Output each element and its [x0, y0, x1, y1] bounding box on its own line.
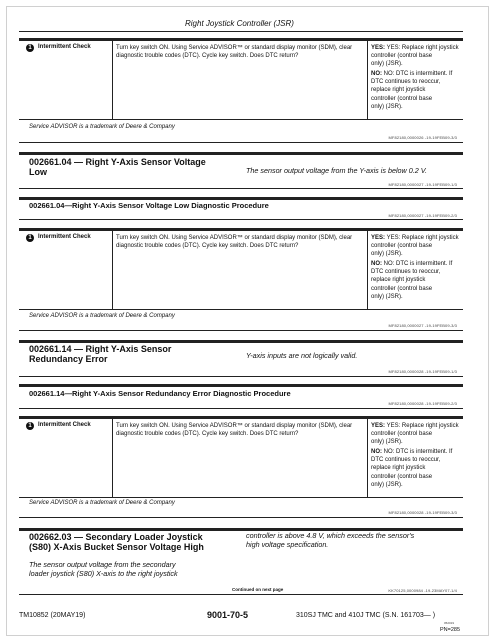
table-divider [367, 41, 368, 119]
section-end-rule [19, 219, 463, 220]
result-line: DTC continues to reoccur, [371, 269, 441, 276]
check-procedure: Turn key switch ON. Using Service ADVISOR™ or standard display monitor (SDM), clear diagnostic trouble codes (DTC). Cycle key switch. Does DTC return? [116, 235, 353, 249]
procedure-title: 002661.04—Right Y-Axis Sensor Voltage Low Diagnostic Procedure [29, 201, 269, 210]
dtc-description: Y-axis inputs are not logically valid. [246, 351, 358, 360]
dtc-description-continued [29, 561, 178, 578]
result-line: YES: YES: Replace right joystick [371, 45, 459, 51]
result-line: controller (control base [371, 431, 433, 438]
footer-page-number: 9001-70-5 [207, 610, 249, 620]
continued-note: Continued on next page [232, 587, 284, 592]
reference-code: MF82180,0000027 -19-19FEB09-3/3 [388, 323, 457, 328]
result-line: only) (JSR). [371, 481, 403, 488]
dtc-title-line: 002662.03 — Secondary Loader Joystick [29, 532, 203, 542]
trademark-note: Service ADVISOR is a trademark of Deere & Company [29, 124, 175, 130]
trademark-note: Service ADVISOR is a trademark of Deere & Company [29, 500, 175, 506]
section-end-rule [19, 188, 463, 189]
result-line: controller (control base [371, 53, 433, 60]
step-number-badge: 1 [26, 234, 34, 242]
section-end-rule [19, 142, 463, 143]
check-table [19, 419, 463, 498]
result-line: only) (JSR). [371, 103, 403, 110]
footer-models: 310SJ TMC and 410J TMC (S.N. 161703— ) [296, 612, 436, 619]
trademark-note: Service ADVISOR is a trademark of Deere & Company [29, 313, 175, 319]
check-procedure: Turn key switch ON. Using Service ADVISOR™ or standard display monitor (SDM), clear diagnostic trouble codes (DTC). Cycle key switch. Does DTC return? [116, 45, 353, 59]
table-divider [112, 419, 113, 497]
dtc-description [246, 532, 414, 549]
step-number-badge: 1 [26, 44, 34, 52]
reference-code: MF82180,0000028 -19-19FEB09-1/3 [388, 369, 457, 374]
reference-code: MF82180,0000028 -19-19FEB09-3/3 [388, 510, 457, 515]
result-line: controller (control base [371, 95, 433, 102]
check-label: Intermittent Check [38, 44, 91, 50]
table-divider [112, 231, 113, 309]
dtc-title-line: (S80) X-Axis Bucket Sensor Voltage High [29, 542, 204, 552]
result-line: controller (control base [371, 473, 433, 480]
result-line: DTC continues to reoccur, [371, 457, 441, 464]
dtc-description-line: The sensor output voltage from the secondary [29, 560, 176, 569]
dtc-description: The sensor output voltage from the Y-axis is below 0.2 V. [246, 166, 427, 175]
result-line: NO: NO: DTC is intermittent. If [371, 449, 453, 456]
result-line: only) (JSR). [371, 439, 403, 446]
section-end-rule [19, 330, 463, 331]
result-line: only) (JSR). [371, 61, 403, 68]
result-line: replace right joystick [371, 277, 426, 284]
result-line: YES: YES: Replace right joystick [371, 235, 459, 241]
check-table [19, 41, 463, 120]
dtc-title-line: Redundancy Error [29, 354, 108, 364]
result-line: controller (control base [371, 285, 433, 292]
dtc-title [29, 344, 171, 364]
header-rule [19, 31, 463, 32]
page-header-title: Right Joystick Controller (JSR) [185, 19, 294, 28]
reference-code: MF82180,0000028 -19-19FEB09-2/3 [388, 401, 457, 406]
footer-date-code: 052019 [444, 621, 455, 625]
check-result [371, 422, 459, 489]
reference-code: MF82180,0000026 -19-19FEB09-3/3 [388, 135, 457, 140]
section-end-rule [19, 376, 463, 377]
dtc-description-line: loader joystick (S80) X-axis to the right joystick [29, 568, 178, 578]
result-line: NO: NO: DTC is intermittent. If [371, 71, 453, 78]
section-end-rule [19, 517, 463, 518]
table-divider [367, 231, 368, 309]
check-result [371, 234, 459, 301]
table-divider [367, 419, 368, 497]
section-end-rule [19, 594, 463, 595]
section-rule [19, 197, 463, 200]
dtc-title [29, 532, 204, 552]
result-line: replace right joystick [371, 465, 426, 472]
dtc-title-line: Low [29, 167, 47, 177]
result-line: controller (control base [371, 243, 433, 250]
result-line: only) (JSR). [371, 293, 403, 300]
reference-code: KK70125,0000984 -19-23MAY07-1/4 [388, 588, 457, 593]
dtc-description-line: high voltage specification. [246, 539, 329, 549]
result-line: only) (JSR). [371, 251, 403, 258]
check-label: Intermittent Check [38, 234, 91, 240]
check-result [371, 44, 459, 111]
section-rule [19, 384, 463, 387]
result-line: replace right joystick [371, 87, 426, 94]
dtc-title-line: 002661.14 — Right Y-Axis Sensor [29, 344, 172, 354]
dtc-title [29, 157, 206, 177]
check-label: Intermittent Check [38, 422, 91, 428]
result-line: DTC continues to reoccur, [371, 79, 441, 86]
footer-pn: PN=285 [440, 627, 461, 633]
result-line: NO: NO: DTC is intermittent. If [371, 261, 453, 268]
section-rule [19, 340, 463, 343]
dtc-title-line: 002661.04 — Right Y-Axis Sensor Voltage [29, 157, 206, 167]
table-divider [112, 41, 113, 119]
reference-code: MF82180,0000027 -19-19FEB09-2/3 [388, 213, 457, 218]
dtc-description-line: controller is above 4.8 V, which exceeds the sensor's [246, 531, 415, 540]
step-number-badge: 1 [26, 422, 34, 430]
check-table [19, 231, 463, 310]
section-end-rule [19, 408, 463, 409]
reference-code: MF82180,0000027 -19-19FEB09-1/3 [388, 182, 457, 187]
check-procedure: Turn key switch ON. Using Service ADVISOR™ or standard display monitor (SDM), clear diagnostic trouble codes (DTC). Cycle key switch. Does DTC return? [116, 423, 353, 437]
section-rule [19, 152, 463, 155]
result-line: YES: YES: Replace right joystick [371, 423, 459, 429]
procedure-title: 002661.14—Right Y-Axis Sensor Redundancy Error Diagnostic Procedure [29, 389, 291, 398]
footer-document-id: TM10852 (20MAY19) [19, 612, 86, 619]
